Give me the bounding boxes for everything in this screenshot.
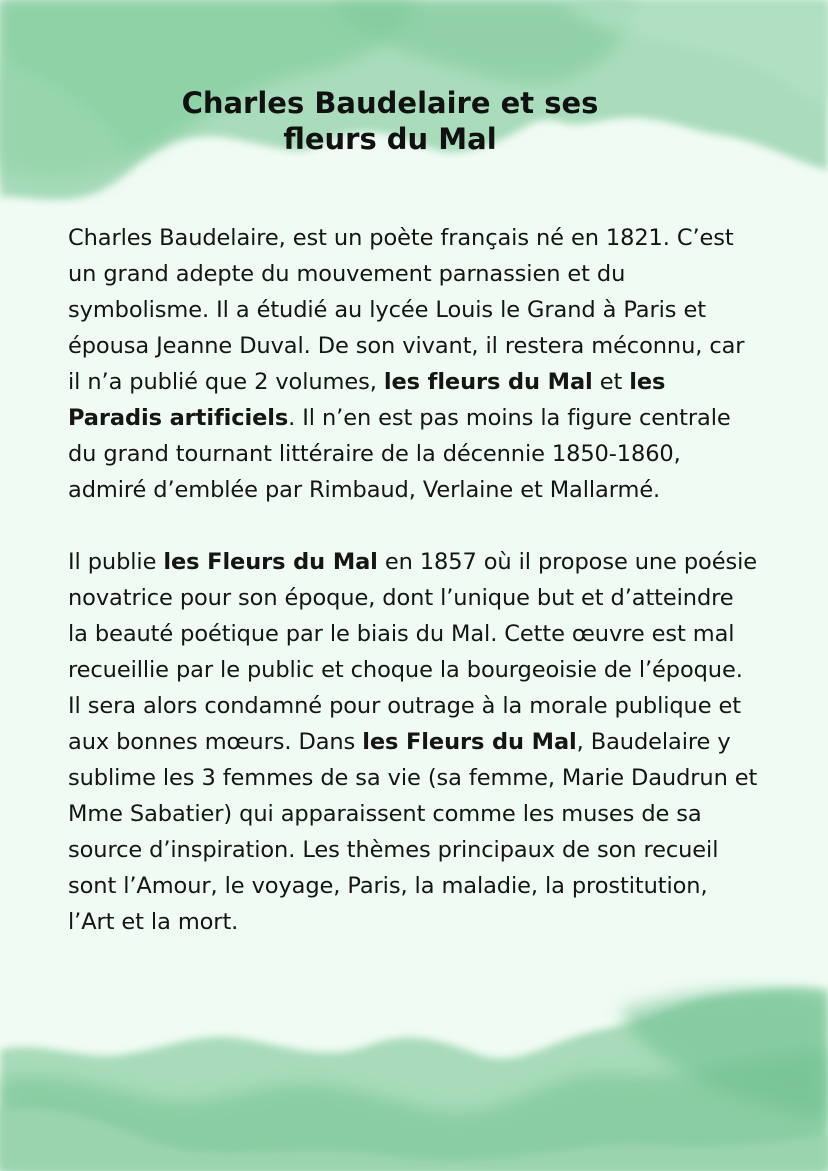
- p2-text-3: , Baudelaire y sublime les 3 femmes de sa vie (sa femme, Marie Daudrun et Mme Sabatier) qui apparaissent comme les muses de sa source d’inspiration. Les thèmes principaux de son recueil sont l’Amour, le voyage, Paris, la maladie, la prostitution, l’Art et la mort.: [68, 729, 758, 935]
- bottom-watercolor-wash: [0, 988, 828, 1171]
- paragraph-1: [68, 220, 758, 508]
- title-line-2: fleurs du Mal: [283, 122, 497, 156]
- title-line-1: Charles Baudelaire et ses: [181, 86, 599, 120]
- p2-text-1: Il publie: [68, 549, 164, 575]
- p1-text-2: et: [592, 369, 630, 395]
- p2-bold-fleurs-du-mal-2: les Fleurs du Mal: [362, 729, 577, 755]
- p2-text-2: en 1857 où il propose une poésie novatrice pour son époque, dont l’unique but et d’atteindre la beauté poétique par le biais du Mal. Cette œuvre est mal recueillie par le public et choque la bourgeoisie de l’époque. Il sera alors condamné pour outrage à la morale publique et aux bonnes mœurs. Dans: [68, 549, 757, 755]
- p1-bold-paradis-artificiels: les Paradis artificiels: [68, 369, 666, 431]
- paragraph-2: [68, 544, 758, 940]
- p1-text-3: . Il n’en est pas moins la figure centrale du grand tournant littéraire de la décennie 1850-1860, admiré d’emblée par Rimbaud, Verlaine et Mallarmé.: [68, 405, 731, 503]
- p1-bold-fleurs-du-mal: les fleurs du Mal: [383, 369, 593, 395]
- p2-bold-fleurs-du-mal-1: les Fleurs du Mal: [163, 549, 378, 575]
- p1-text-1: Charles Baudelaire, est un poète français né en 1821. C’est un grand adepte du mouvement parnassien et du symbolisme. Il a étudié au lycée Louis le Grand à Paris et épousa Jeanne Duval. De son vivant, il restera méconnu, car il n’a publié que 2 volumes,: [68, 225, 745, 395]
- body-text: [68, 220, 758, 940]
- page-title: [90, 85, 690, 157]
